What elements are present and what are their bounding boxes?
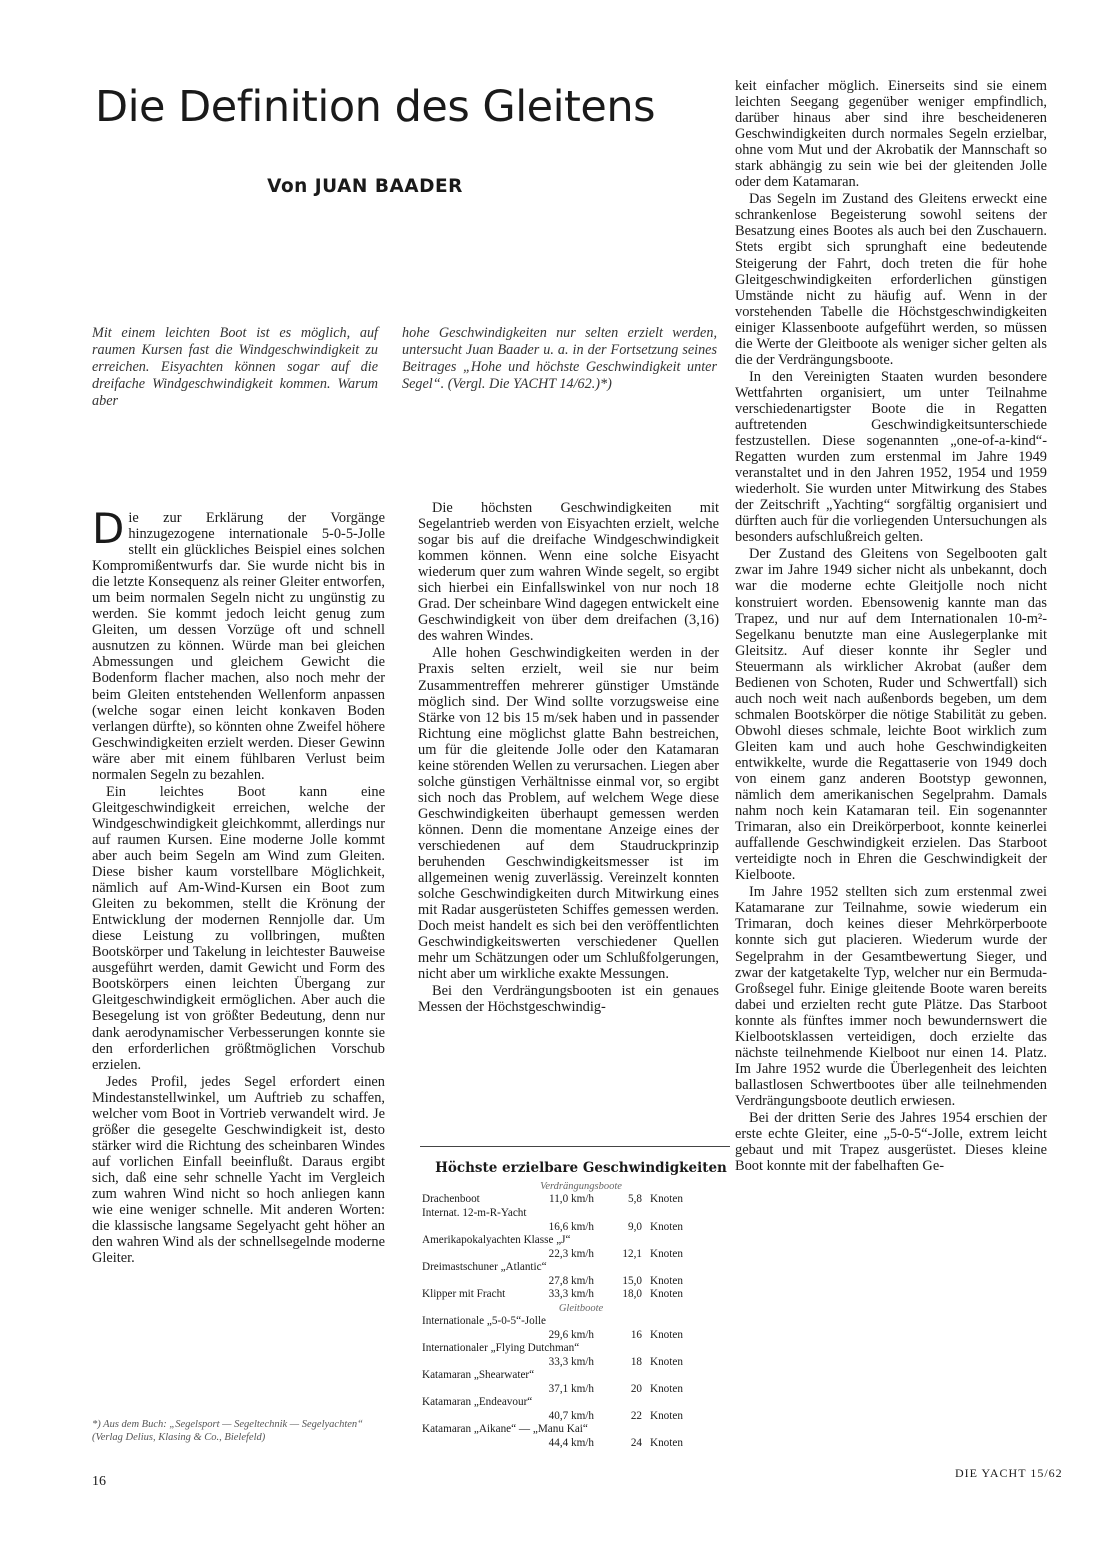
- paragraph: Das Segeln im Zustand des Gleitens erweckt eine schrankenlose Begeisterung sowohl seitens der Besatzung eines Bootes als auch bei den Zuschauern. Stets ergibt sich sprunghaft eine bedeutende Steigerung der Fahrt, doch treten die für hohe Gleitgeschwindigkeiten erforderlichen günstigen Umstände nicht zu häufig auf. Wenn in der vorstehenden Tabelle die Höchstgeschwindigkeiten einiger Klassenboote aufgeführt werden, so müssen die Werte der Gleitboote als weniger sicher gelten als die der Verdrängungsboote.: [735, 191, 1047, 368]
- speed-knots: 5,8: [628, 1193, 642, 1205]
- paragraph: Bei der dritten Serie des Jahres 1954 erschien der erste echte Gleiter, eine „5-0-5“-Jolle, extrem leicht gebaut und mit Trapez ausgerüstet. Dieses kleine Boot konnte mit der fabelhaften Ge-: [735, 1110, 1047, 1175]
- drop-cap: D: [92, 504, 125, 553]
- table-divider: [420, 1146, 730, 1147]
- article-byline: Von JUAN BAADER: [267, 176, 463, 197]
- boat-name: Katamaran „Shearwater“: [422, 1369, 535, 1381]
- speed-kmh: 29,6 km/h: [548, 1329, 594, 1341]
- speed-unit: Knoten: [650, 1288, 683, 1300]
- speed-knots: 15,0: [622, 1275, 642, 1287]
- table-row: [422, 1396, 740, 1423]
- speed-kmh: 16,6 km/h: [548, 1221, 594, 1233]
- paragraph: Ein leichtes Boot kann eine Gleitgeschwindigkeit erreichen, welche der Windgeschwindigkeit gleichkommt, allerdings nur auf raumen Kursen. Eine moderne Jolle kommt aber auch beim Segeln am Wind zum Gleiten. Diese bisher kaum vorstellbare Möglichkeit, nämlich auf Am-Wind-Kursen ein Boot zum Gleiten zu bekommen, stellt die Krönung der Entwicklung der modernen Rennjolle dar. Um diese Leistung zu vollbringen, mußten Bootskörper und Takelung in leichtester Bauweise ausgeführt werden, damit Gewicht und Form des Bootskörpers einen leichten Übergang zur Gleitgeschwindigkeit ermöglichen. Aber auch die Besegelung ist von größter Bedeutung, denn nur dank aerodynamischer Verbesserungen konnte sie den erforderlichen größtmöglichen Vorschub erzielen.: [92, 783, 385, 1073]
- speed-unit: Knoten: [650, 1275, 683, 1287]
- boat-name: Katamaran „Endeavour“: [422, 1396, 533, 1408]
- table-rows-displacement: [422, 1193, 740, 1302]
- speed-knots: 9,0: [628, 1221, 642, 1233]
- paragraph: Der Zustand des Gleitens von Segelbooten galt zwar im Jahre 1949 sicher nicht als unbekannt, doch war die moderne echte Gleitjolle noch nicht konstruiert worden. Ebensowenig kannte man das Trapez, und nur auf dem Internationalen 10-m²-Segelkanu benutzte man eine Auslegerplanke mit Gleitsitz. Auf dieser konnte ihr Segler und Steuermann als wirklicher Akrobat (außer dem Bedienen von Schoten, Ruder und Schwertfall) sich auch noch weit nach außenbords begeben, um dem schmalen Bootskörper die nötige Stabilität zu geben. Obwohl dieses schmale, leichte Boot wirklich zum Gleiten kam und auch hohe Geschwindigkeiten entwikkelte, wurde die Regattaserie von 1949 doch von einem ganz anderen Bootstyp gewonnen, nämlich dem amerikanischen Segelprahm. Damals nahm noch kein Katamaran teil. Ein sogenannter Trimaran, also ein Dreikörperboot, konnte keinerlei auffallende Geschwindigkeit erzielen. Das Starboot verteidigte noch in Ehren die Geschwindigkeit der Kielboote.: [735, 546, 1047, 884]
- speed-unit: Knoten: [650, 1193, 683, 1205]
- boat-name: Klipper mit Fracht: [422, 1288, 506, 1300]
- table-row: [422, 1193, 740, 1207]
- table-row: [422, 1288, 740, 1302]
- intro-text-right: hohe Geschwindigkeiten nur selten erzielt werden, untersucht Juan Baader u. a. in der Fortsetzung seines Beitrages „Hohe und höchste Geschwindigkeit unter Segel“. (Vergl. Die YACHT 14/62.)*): [402, 325, 717, 392]
- speed-kmh: 44,4 km/h: [548, 1437, 594, 1449]
- paragraph: Die höchsten Geschwindigkeiten mit Segelantrieb werden von Eisyachten erzielt, welche sogar bis auf die dreifache Windgeschwindigkeit kommen können. Wenn eine solche Eisyacht wiederum quer zum wahren Winde segelt, so ergibt sich hierbei ein Einfallswinkel von nur noch 18 Grad. Der scheinbare Wind dagegen entwickelt eine Geschwindigkeit von über dem dreifachen (3,16) des wahren Windes.: [418, 500, 719, 645]
- paragraph: Alle hohen Geschwindigkeiten werden in der Praxis selten erzielt, weil sie nur beim Zusammentreffen mehrerer günstiger Umstände möglich sind. Der Wind sollte vorzugsweise eine Stärke von 12 bis 15 m/sek haben und in passender Richtung eine möglichst glatte Bahn bestreichen, um für die gleitende Jolle oder den Katamaran keine störenden Wellen zu verursachen. Liegen aber solche günstigen Verhältnisse einmal vor, so ergibt sich noch das Problem, auf welchem Wege diese Geschwindigkeiten überhaupt gemessen werden können. Denn die momentane Anzeige eines der verschiedenen auf dem Staudruckprinzip beruhenden Geschwindigkeitsmesser ist im allgemeinen wenig zuverlässig. Vereinzelt konnten solche Geschwindigkeiten durch Mitwirkung eines mit Radar ausgerüsteten Schiffes gemessen werden. Doch meist handelt es sich bei den veröffentlichten Geschwindigkeitswerten verschiedener Quellen mehr um Schätzungen oder um Schlußfolgerungen, nicht aber um wirkliche exakte Messungen.: [418, 645, 719, 983]
- speed-table-title: Höchste erzielbare Geschwindigkeiten: [435, 1160, 727, 1176]
- speed-kmh: 27,8 km/h: [548, 1275, 594, 1287]
- speed-knots: 24: [630, 1437, 642, 1449]
- speed-unit: Knoten: [650, 1329, 683, 1341]
- speed-kmh: 22,3 km/h: [548, 1248, 594, 1260]
- table-rows-planing: [422, 1315, 740, 1450]
- paragraph: ie zur Erklärung der Vorgänge hinzugezogene internationale 5-0-5-Jolle stellt ein glückliches Beispiel eines solchen Kompromißentwurfs dar. Sie wurde nicht bis in die letzte Konsequenz als reiner Gleiter entworfen, um beim normalen Segeln nicht zu ungünstig zu werden. Sie kommt jedoch leicht genug zum Gleiten, um dessen Vorzüge oft und schnell ausnutzen zu können. Würde man bei gleichen Abmessungen und gleichem Gewicht die Bodenform flacher machen, also noch mehr der beim Gleiten entstehenden Wellenform anpassen (welche sogar einen leicht konkaven Boden verlangen dürfte), so könnten ohne Zweifel höhere Geschwindigkeiten erzielt werden. Dieser Gewinn wäre aber mit einem fühlbaren Verlust beim normalen Segeln zu bezahlen.: [92, 510, 385, 783]
- body-column-1: [92, 504, 385, 1267]
- table-row: [422, 1423, 740, 1450]
- table-row: [422, 1261, 740, 1288]
- intro-text-left: Mit einem leichten Boot ist es möglich, auf raumen Kursen fast die Windgeschwindigkeit zu erreichen. Eisyachten können sogar auf die dreifache Windgeschwindigkeit kommen. Warum aber: [92, 325, 378, 409]
- table-row: [422, 1369, 740, 1396]
- speed-knots: 22: [630, 1410, 642, 1422]
- speed-unit: Knoten: [650, 1383, 683, 1395]
- body-column-2: [418, 500, 719, 1016]
- paragraph: Im Jahre 1952 stellten sich zum erstenmal zwei Katamarane zur Teilnahme, sowie wiederum ein Trimaran, doch keines dieser Mehrkörperboote konnte sich gut placieren. Wiederum wurde der Segelprahm in der Gesamtbewertung Sieger, und zwar der katgetakelte Typ, welcher nur ein Bermuda-Großsegel fuhr. Einige gleitende Boote waren bereits dabei und erzielten recht gute Plätze. Das Starboot konnte als fünftes immer noch bewundernswert die Kielbootsklassen verteidigen, doch erzielte das nächste teilnehmende Kielboot nur einen 14. Platz. Im Jahre 1952 wurde die Überlegenheit des leichten ballastlosen Schwertbootes über alle teilnehmenden Verdrängungsboote deutlich erwiesen.: [735, 884, 1047, 1109]
- speed-kmh: 37,1 km/h: [548, 1383, 594, 1395]
- paragraph: In den Vereinigten Staaten wurden besondere Wettfahrten organisiert, um unter Teilnahme verschiedenartigster Boote die in Regatten auftretenden Geschwindigkeitsunterschiede festzustellen. Diese sogenannten „one-of-a-kind“-Regatten wurden zum erstenmal im Jahre 1949 veranstaltet und in den Jahren 1952, 1954 und 1959 wiederholt. Sie wurden unter Mitwirkung des Stabes der Zeitschrift „Yachting“ sorgfältig organisiert und dürften auch für die vorliegenden Untersuchungen als besonders aufschlußreich gelten.: [735, 368, 1047, 546]
- footnote: *) Aus dem Buch: „Segelsport — Segeltechnik — Segelyachten“ (Verlag Delius, Klasing & Co., Bielefeld): [92, 1419, 363, 1443]
- speed-table: [422, 1160, 740, 1450]
- paragraph: Jedes Profil, jedes Segel erfordert einen Mindestanstellwinkel, um Auftrieb zu schaffen, welcher vom Boot in Vortrieb verwandelt wird. Je größer die gesegelte Geschwindigkeit ist, desto stärker wird die Richtung des scheinbaren Windes auf vorlichen Einfall beeinflußt. Daraus ergibt sich, daß eine sehr schnelle Yacht im Vergleich zum wahren Wind nicht so hoch anliegen kann wie eine weniger schnelle. Mit anderen Worten: die klassische langsame Segelyacht geht höher an den wahren Wind als der schnellsegelnde moderne Gleiter.: [92, 1073, 385, 1267]
- speed-knots: 12,1: [622, 1248, 642, 1260]
- boat-name: Katamaran „Aikane“ — „Manu Kai“: [422, 1423, 588, 1435]
- running-footer: DIE YACHT 15/62: [955, 1466, 1063, 1480]
- speed-kmh: 33,3 km/h: [548, 1356, 594, 1368]
- boat-name: Drachenboot: [422, 1193, 480, 1205]
- boat-name: Internationale „5-0-5“-Jolle: [422, 1315, 546, 1327]
- speed-kmh: 40,7 km/h: [548, 1410, 594, 1422]
- table-row: [422, 1342, 740, 1369]
- page-number: 16: [92, 1474, 106, 1489]
- boat-name: Internationaler „Flying Dutchman“: [422, 1342, 580, 1354]
- speed-unit: Knoten: [650, 1410, 683, 1422]
- speed-knots: 18,0: [622, 1288, 642, 1300]
- speed-unit: Knoten: [650, 1248, 683, 1260]
- boat-name: Internat. 12-m-R-Yacht: [422, 1207, 527, 1219]
- table-section-displacement: Verdrängungsboote: [540, 1181, 622, 1192]
- paragraph: keit einfacher möglich. Einerseits sind sie einem leichten Seegang gegenüber weniger empfindlich, darüber hinaus aber sind ihre bescheideneren Geschwindigkeiten durch normales Segeln erzielbar, ohne vom Mut und der Akrobatik der Mannschaft so stark abhängig zu sein wie bei der gleitenden Jolle oder dem Katamaran.: [735, 78, 1047, 191]
- speed-kmh: 11,0 km/h: [549, 1193, 594, 1205]
- speed-unit: Knoten: [650, 1356, 683, 1368]
- speed-knots: 16: [630, 1329, 642, 1341]
- speed-unit: Knoten: [650, 1221, 683, 1233]
- boat-name: Dreimastschuner „Atlantic“: [422, 1261, 547, 1273]
- paragraph: Bei den Verdrängungsbooten ist ein genaues Messen der Höchstgeschwindig-: [418, 983, 719, 1016]
- speed-unit: Knoten: [650, 1437, 683, 1449]
- boat-name: Amerikapokalyachten Klasse „J“: [422, 1234, 571, 1246]
- table-row: [422, 1234, 740, 1261]
- article-title: Die Definition des Gleitens: [95, 82, 656, 132]
- table-section-planing: Gleitboote: [558, 1303, 604, 1314]
- table-row: [422, 1315, 740, 1342]
- speed-knots: 20: [630, 1383, 642, 1395]
- speed-knots: 18: [630, 1356, 642, 1368]
- table-row: [422, 1207, 740, 1234]
- body-column-3: [735, 78, 1047, 1174]
- speed-kmh: 33,3 km/h: [548, 1288, 594, 1300]
